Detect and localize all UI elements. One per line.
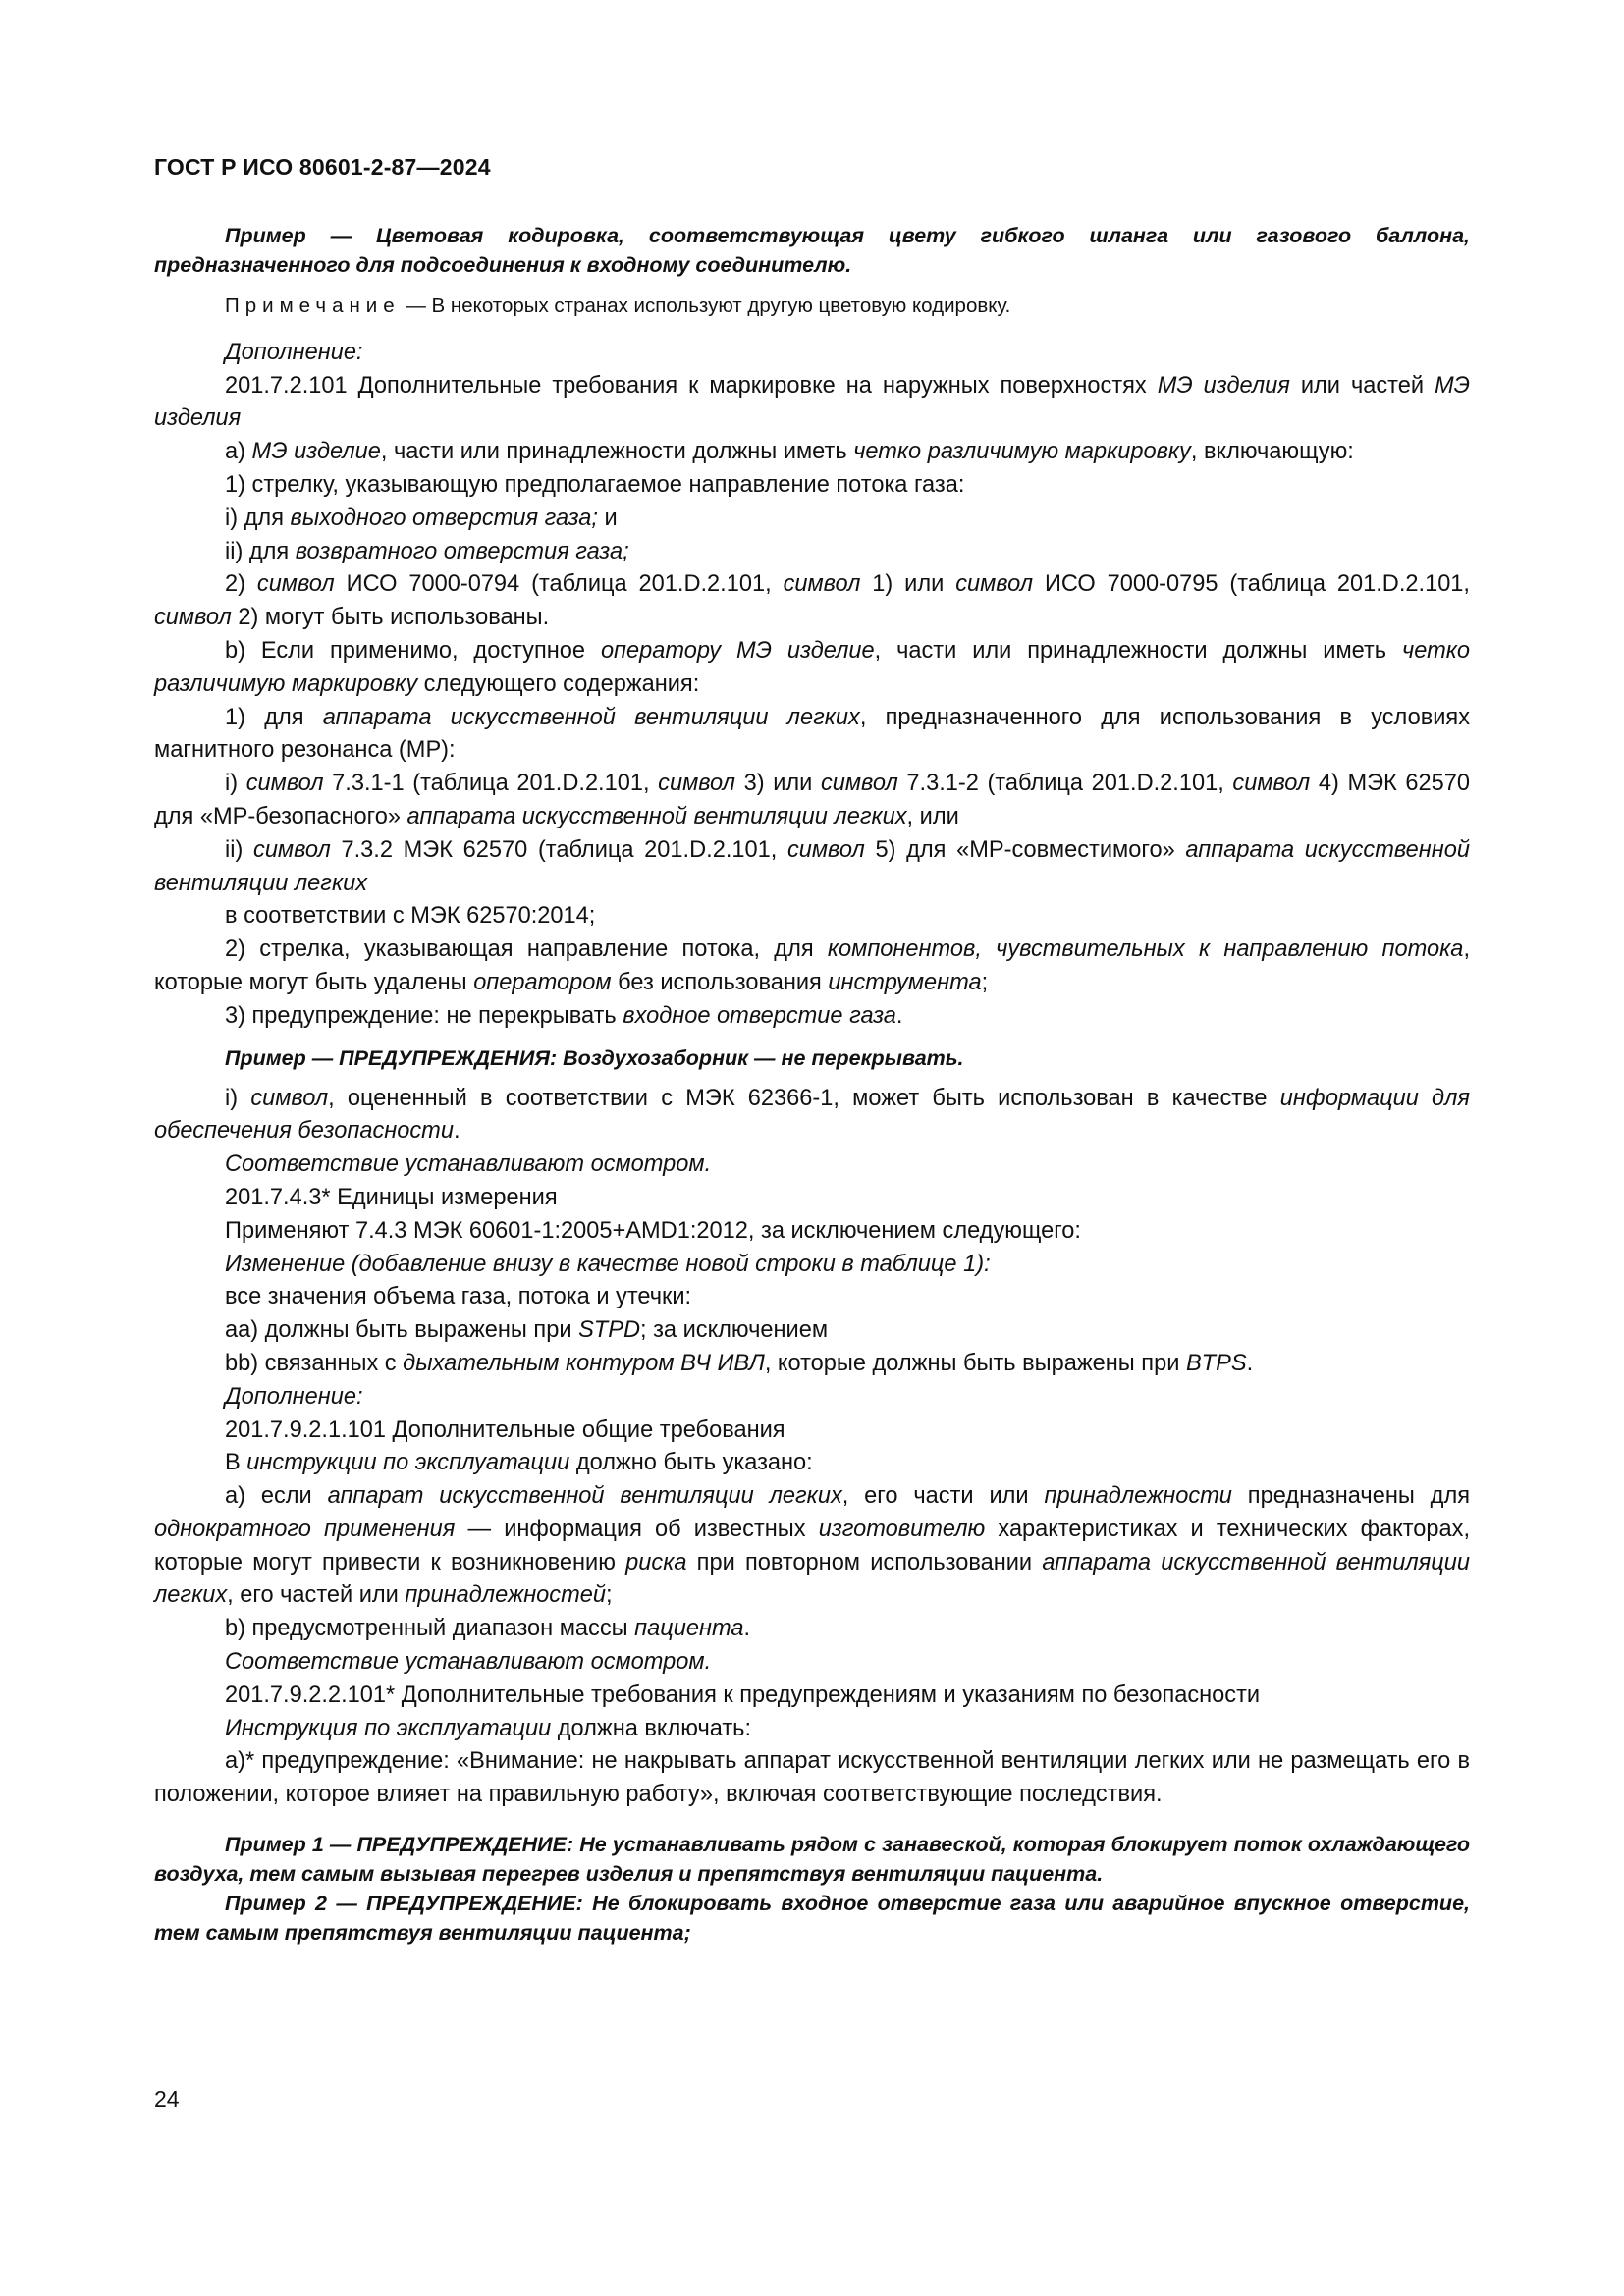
note bbox=[154, 290, 1470, 323]
list-item-i: i) для выходного отверстия газа; и bbox=[225, 505, 618, 531]
compliance-inspection-2: Соответствие устанавливают осмотром. bbox=[225, 1649, 712, 1676]
clause-201-7-9-2-1-101: 201.7.9.2.1.101 Дополнительные общие требования bbox=[225, 1416, 785, 1443]
clause-201-7-2-101: 201.7.2.101 Дополнительные требования к маркировке на наружных поверхностях МЭ изделия или частей МЭ изделия bbox=[154, 372, 1470, 432]
gas-values: все значения объема газа, потока и утечки: bbox=[225, 1284, 692, 1310]
list-item-b-1-tail: в соответствии с МЭК 62570:2014; bbox=[225, 903, 596, 930]
supplement-label: Дополнение: bbox=[225, 339, 363, 365]
list-item-1: 1) стрелку, указывающую предполагаемое направление потока газа: bbox=[225, 471, 965, 498]
instructions-must-include: Инструкция по эксплуатации должна включать: bbox=[225, 1715, 752, 1741]
note-text: — В некоторых странах используют другую цветовую кодировку. bbox=[400, 294, 1011, 317]
page-number: 24 bbox=[154, 2086, 180, 2111]
list-item-single-use: a) если аппарат искусственной вентиляции легких, его части или принадлежности предназначены для однократного применения — информация об известных изготовителю характеристиках и технических факторах, которые могут привести к возникновению риска при повторном использовании аппарата искусственной вентиляции легких, его частей или принадлежностей; bbox=[154, 1483, 1470, 1609]
list-item-warning-cover: a)* предупреждение: «Внимание: не накрывать аппарат искусственной вентиляции легких или не размещать его в положении, которое влияет на правильную работу», включая соответствующие последствия. bbox=[154, 1748, 1470, 1808]
example-warning-intake: Пример — ПРЕДУПРЕЖДЕНИЯ: Воздухозаборник — не перекрывать. bbox=[225, 1045, 964, 1070]
example-color-coding: Пример — Цветовая кодировка, соответствующая цвету гибкого шланга или газового баллона, предназначенного для подсоединения к входному соединителю. bbox=[154, 224, 1470, 277]
list-item-symbol-i: i) символ, оцененный в соответствии с МЭК 62366-1, может быть использован в качестве информации для обеспечения безопасности. bbox=[154, 1085, 1470, 1145]
supplement-label-2: Дополнение: bbox=[225, 1383, 363, 1410]
example-1-warning: Пример 1 — ПРЕДУПРЕЖДЕНИЕ: Не устанавливать рядом с занавеской, которая блокирует поток охлаждающего воздуха, тем самым вызывая перегрев изделия и препятствуя вентиляции пациента. bbox=[154, 1833, 1470, 1887]
example-2-warning: Пример 2 — ПРЕДУПРЕЖДЕНИЕ: Не блокировать входное отверстие газа или аварийное впускное отверстие, тем самым препятствуя вентиляции пациента; bbox=[154, 1892, 1470, 1946]
list-item-b-1: 1) для аппарата искусственной вентиляции легких, предназначенного для использования в условиях магнитного резонанса (МР): bbox=[154, 704, 1470, 764]
list-item-ii: ii) для возвратного отверстия газа; bbox=[225, 538, 629, 564]
list-item-aa: аа) должны быть выражены при STPD; за исключением bbox=[225, 1317, 829, 1344]
document-header: ГОСТ Р ИСО 80601-2-87—2024 bbox=[154, 154, 491, 180]
clause-201-7-9-2-2-101: 201.7.9.2.2.101* Дополнительные требования к предупреждениям и указаниям по безопасности bbox=[225, 1682, 1261, 1708]
compliance-inspection: Соответствие устанавливают осмотром. bbox=[225, 1151, 712, 1178]
list-item-b-1-ii: ii) символ 7.3.2 МЭК 62570 (таблица 201.D.2.101, символ 5) для «МР-совместимого» аппарата искусственной вентиляции легких bbox=[154, 836, 1470, 896]
list-item-bb: bb) связанных с дыхательным контуром ВЧ ИВЛ, которые должны быть выражены при BTPS. bbox=[225, 1350, 1254, 1376]
list-item-2: 2) символ ИСО 7000-0794 (таблица 201.D.2.101, символ 1) или символ ИСО 7000-0795 (таблица 201.D.2.101, символ 2) могут быть использованы. bbox=[154, 571, 1470, 631]
page-body bbox=[154, 221, 1470, 1948]
list-item-b-3: 3) предупреждение: не перекрывать входное отверстие газа. bbox=[225, 1002, 903, 1029]
list-item-mass-range: b) предусмотренный диапазон массы пациента. bbox=[225, 1616, 751, 1642]
list-item-b-1-i: i) символ 7.3.1-1 (таблица 201.D.2.101, символ 3) или символ 7.3.1-2 (таблица 201.D.2.101, символ 4) МЭК 62570 для «МР-безопасного» аппарата искусственной вентиляции легких, или bbox=[154, 771, 1471, 829]
amendment-label: Изменение (добавление внизу в качестве новой строки в таблице 1): bbox=[225, 1251, 991, 1277]
clause-201-7-4-3: 201.7.4.3* Единицы измерения bbox=[225, 1184, 558, 1210]
instructions-intro: В инструкции по эксплуатации должно быть указано: bbox=[225, 1450, 813, 1476]
apply-7-4-3: Применяют 7.4.3 МЭК 60601-1:2005+AMD1:2012, за исключением следующего: bbox=[225, 1217, 1081, 1244]
note-label: Примечание bbox=[225, 294, 401, 317]
list-item-b: b) Если применимо, доступное оператору МЭ изделие, части или принадлежности должны иметь четко различимую маркировку следующего содержания: bbox=[154, 637, 1470, 697]
list-item-a: a) МЭ изделие, части или принадлежности должны иметь четко различимую маркировку, включающую: bbox=[225, 439, 1354, 465]
list-item-b-2: 2) стрелка, указывающая направление потока, для компонентов, чувствительных к направлению потока, которые могут быть удалены оператором без использования инструмента; bbox=[154, 936, 1470, 995]
